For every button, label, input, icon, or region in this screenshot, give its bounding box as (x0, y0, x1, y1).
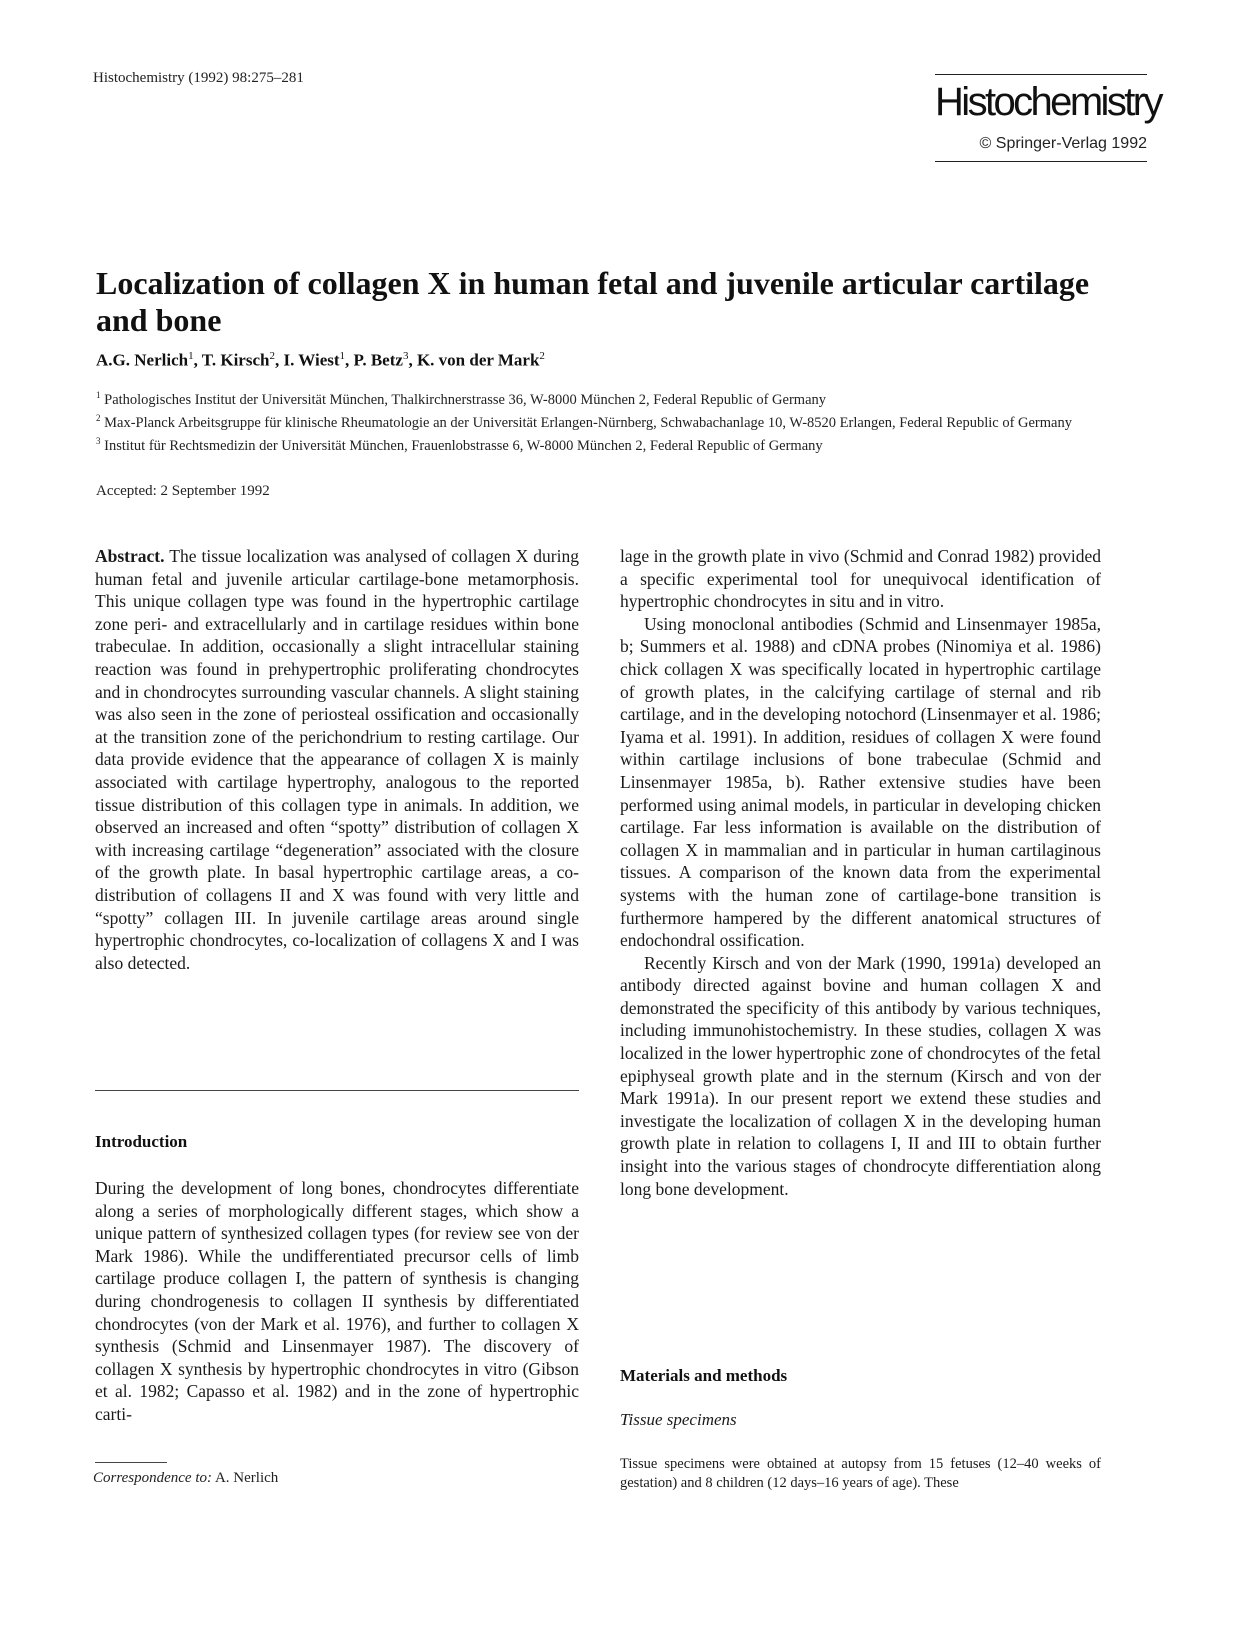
abstract-section (95, 545, 579, 974)
author-affiliation-mark: 3 (402, 350, 409, 362)
author-affiliation-mark: 1 (188, 350, 194, 362)
affiliation-number: 3 (96, 435, 101, 446)
affiliation-text: Pathologisches Institut der Universität München, Thalkirchnerstrasse 36, W-8000 München 2, Federal Republic of Germany (104, 391, 827, 408)
author-affiliation-mark: 1 (339, 350, 346, 362)
affiliation-list (96, 386, 1146, 454)
correspondence-name: A. Nerlich (214, 1470, 279, 1486)
affiliation-number: 1 (96, 390, 101, 400)
correspondence-footnote (93, 1470, 278, 1487)
copyright-notice: © Springer-Verlag 1992 (979, 135, 1147, 152)
author-affiliation-mark: 2 (539, 350, 545, 362)
article-title: Localization of collagen X in human fetal and juvenile articular cartilage and bone (96, 265, 1090, 338)
author: I. Wiest (283, 350, 340, 370)
introduction-heading: Introduction (95, 1132, 188, 1151)
author: A.G. Nerlich (96, 350, 189, 370)
author: P. Betz (353, 350, 403, 370)
masthead-top-rule (935, 74, 1147, 75)
abstract-divider (95, 1090, 579, 1091)
affiliation-number: 2 (96, 412, 101, 423)
introduction-paragraph: During the development of long bones, chondrocytes differentiate along a series of morphologically different stages, which show a unique pattern of synthesized collagen types (for review see von der Mark 1986). While the undifferentiated precursor cells of limb cartilage produce collagen I, the pattern of synthesis is changing during chondrogenesis to collagen II synthesis by differentiated chondrocytes (von der Mark et al. 1976), and further to collagen X synthesis (Schmid and Linsenmayer 1987). The discovery of collagen X synthesis by hypertrophic chondrocytes in vitro (Gibson et al. 1982; Capasso et al. 1982) and in the zone of hypertrophic carti- (95, 1178, 579, 1424)
abstract-paragraph (95, 545, 579, 974)
tissue-specimens-subheading: Tissue specimens (620, 1410, 737, 1429)
methods-paragraph: Tissue specimens were obtained at autopsy from 15 fetuses (12–40 weeks of gestation) and 8 children (12 days–16 years of age). These (620, 1456, 1101, 1491)
abstract-text: The tissue localization was analysed of collagen X during human fetal and juvenile articular cartilage-bone metamorphosis. This unique collagen type was found in the hypertrophic cartilage zone peri- and extracellularly and in cartilage residues within bone trabeculae. In addition, occasionally a slight intracellular staining reaction was found in prehypertrophic proliferating chondrocytes and in chondrocytes surrounding vascular channels. A slight staining was also seen in the zone of periosteal ossification and occasionally at the transition zone of the perichondrium to resting cartilage. Our data provide evidence that the appearance of collagen X is mainly associated with cartilage hypertrophy, analogous to the reported tissue distribution of this collagen type in animals. In addition, we observed an increased and often “spotty” distribution of collagen X with increasing cartilage “degeneration” associated with the closure of the growth plate. In basal hypertrophic cartilage areas, a co-distribution of collagens II and X was found with very little and “spotty” collagen III. In juvenile cartilage areas around single hypertrophic chondrocytes, co-localization of collagens X and I was also detected. (95, 546, 580, 973)
introduction-paragraph: lage in the growth plate in vivo (Schmid and Conrad 1982) provided a specific experimental tool for unequivocal identification of hypertrophic chondrocytes in situ and in vitro. (620, 546, 1101, 612)
author: T. Kirsch (201, 350, 270, 370)
introduction-body-left (95, 1177, 579, 1426)
author-affiliation-mark: 2 (269, 350, 275, 362)
introduction-body-right (620, 545, 1101, 1200)
footnote-rule (95, 1462, 167, 1463)
introduction-paragraph: Recently Kirsch and von der Mark (1990, 1991a) developed an antibody directed against bovine and human collagen X and demonstrated the specificity of this antibody by various techniques, including immunohistochemistry. In these studies, collagen X was localized in the lower hypertrophic zone of chondrocytes of the fetal epiphyseal growth plate and in the sternum (Kirsch and von der Mark 1991a). In our present report we extend these studies and investigate the localization of collagen X in the developing human growth plate in relation to collagens I, II and III to obtain further insight into the various stages of chondrocyte differentiation along long bone development. (620, 952, 1101, 1199)
affiliation (96, 409, 1146, 432)
affiliation-text: Institut für Rechtsmedizin der Universität München, Frauenlobstrasse 6, W-8000 München 2, Federal Republic of Germany (104, 437, 823, 454)
masthead-bottom-rule (935, 161, 1147, 162)
author: K. von der Mark (416, 350, 540, 370)
affiliation (96, 386, 1146, 409)
accepted-date: Accepted: 2 September 1992 (96, 483, 270, 499)
journal-masthead (935, 74, 1161, 162)
journal-name: Histochemistry (935, 80, 1161, 124)
author-list: A.G. Nerlich$^1$, T. Kirsch$^2$, I. Wiest$^1$, P. Betz$^3$, K. von der Mark$^2$ (96, 350, 545, 370)
introduction-paragraph: Using monoclonal antibodies (Schmid and Linsenmayer 1985a, b; Summers et al. 1988) and cDNA probes (Ninomiya et al. 1986) chick collagen X was specifically located in hypertrophic cartilage of growth plates, in the calcifying cartilage of sternal and rib cartilage, and in the developing notochord (Linsenmayer et al. 1986; Iyama et al. 1991). In addition, residues of collagen X were found within cartilage inclusions of bone trabeculae (Schmid and Linsenmayer 1985a, b). Rather extensive studies have been performed using animal models, in particular in developing chicken cartilage. Far less information is available on the distribution of collagen X in mammalian and in particular in human cartilaginous tissues. A comparison of the known data from the experimental systems with the human zone of cartilage-bone transition is furthermore hampered by the different anatomical structures of endochondral ossification. (620, 613, 1101, 951)
abstract-label: Abstract. (95, 546, 165, 566)
journal-citation: Histochemistry (1992) 98:275–281 (93, 70, 304, 86)
affiliation-text: Max-Planck Arbeitsgruppe für klinische Rheumatologie an der Universität Erlangen-Nürnberg, Schwabachanlage 10, W-8520 Erlangen, Federal Republic of Germany (104, 414, 1072, 431)
correspondence-label: Correspondence to: (93, 1470, 213, 1486)
methods-body (620, 1455, 1101, 1492)
affiliation (96, 432, 1146, 455)
methods-heading: Materials and methods (620, 1366, 788, 1385)
